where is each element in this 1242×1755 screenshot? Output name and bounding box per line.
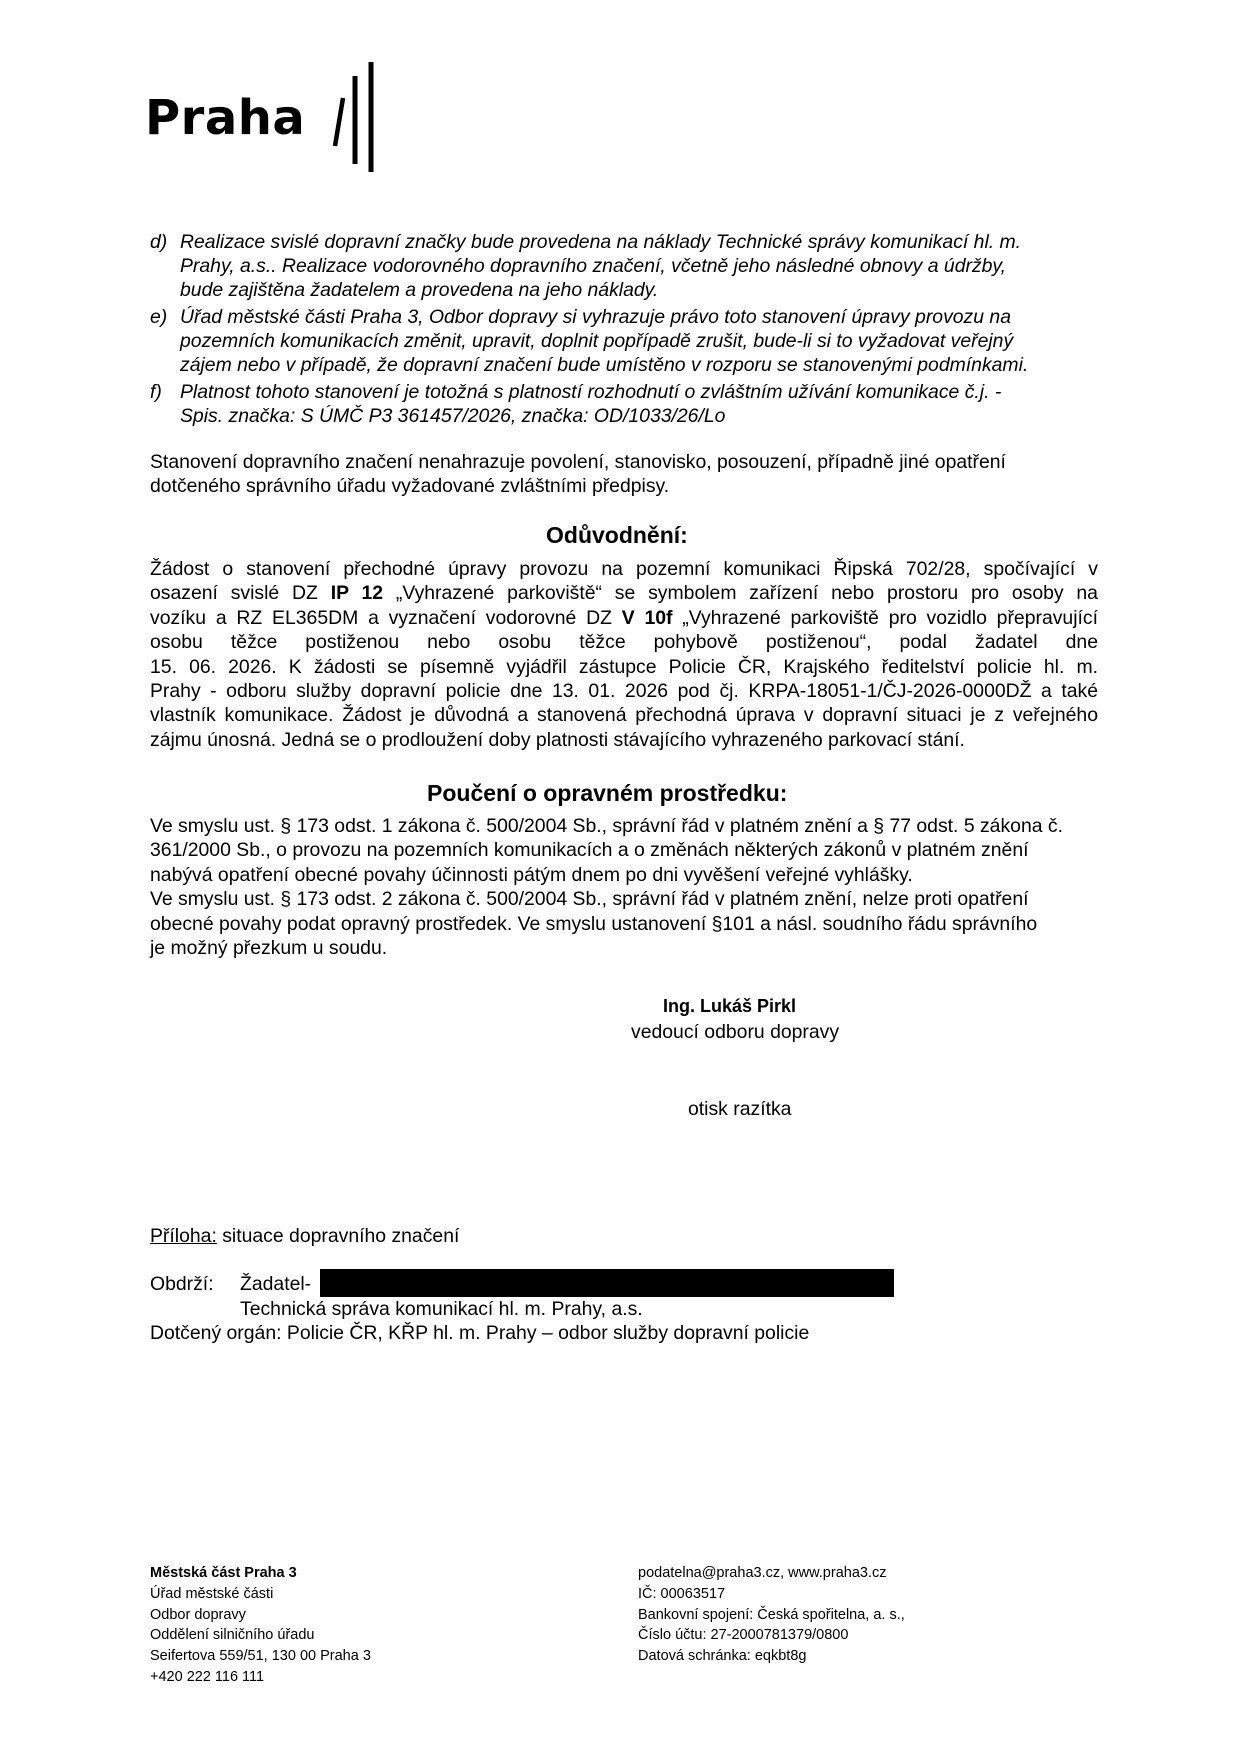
stamp-placeholder: otisk razítka: [688, 1098, 792, 1120]
condition-line: Platnost tohoto stanovení je totožná s platností rozhodnutí o zvláštním užívání komunikace č.j. -: [180, 381, 1002, 403]
text-span: „Vyhrazené parkoviště“ se symbolem zařízení nebo prostoru pro osoby na: [383, 582, 1098, 605]
logo-text: Praha: [145, 90, 306, 146]
condition-line: bude zajištěna žadatelem a provedena na jeho náklady.: [180, 279, 659, 301]
sign-code: IP 12: [330, 582, 384, 605]
appeal-line: nabývá opatření obecné povahy účinnosti pátým dnem po dni vyvěšení veřejné vyhlášky.: [150, 863, 913, 886]
reasoning-paragraph: [150, 557, 1098, 752]
condition-letter: f): [150, 381, 162, 403]
redaction-bar: [320, 1269, 894, 1297]
logo-bars-icon: [313, 62, 393, 172]
condition-line: Spis. značka: S ÚMČ P3 361457/2026, značka: OD/1033/26/Lo: [180, 405, 726, 427]
reasoning-line: 15. 06. 2026. K žádosti se písemně vyjádřil zástupce Policie ČR, Krajského ředitelství policie hl. m.: [150, 655, 1098, 678]
appeal-line: obecné povahy podat opravný prostředek. Ve smyslu ustanovení §101 a násl. soudního řádu správního: [150, 912, 1038, 935]
reasoning-heading: Odůvodnění:: [546, 522, 688, 548]
note-paragraph: [150, 450, 1006, 499]
condition-letter: e): [150, 306, 168, 328]
reasoning-line: [150, 606, 1098, 630]
reasoning-line: osobu těžce postiženou nebo osobu těžce pohybově postiženou“, podal žadatel dne: [150, 631, 1098, 654]
footer-line: Číslo účtu: 27-2000781379/0800: [638, 1627, 849, 1644]
concerned-authority: Dotčený orgán: Policie ČR, KŘP hl. m. Prahy – odbor služby dopravní policie: [150, 1322, 810, 1344]
appeal-heading: Poučení o opravném prostředku:: [427, 780, 788, 806]
signatory-name: Ing. Lukáš Pirkl: [663, 996, 797, 1016]
footer-line: Bankovní spojení: Česká spořitelna, a. s.,: [638, 1606, 905, 1623]
footer-contacts: [638, 1563, 905, 1667]
reasoning-line: Prahy - odboru služby dopravní policie dne 13. 01. 2026 pod čj. KRPA-18051-1/ČJ-2026-0000DŽ a také: [150, 680, 1098, 703]
text-span: „Vyhrazené parkoviště pro vozidlo přepravující: [672, 606, 1098, 629]
note-line: Stanovení dopravního značení nenahrazuje povolení, stanovisko, posouzení, případně jiné opatření: [150, 451, 1006, 473]
condition-letter: d): [150, 231, 168, 253]
attachment-line: [150, 1225, 459, 1248]
appeal-line: 361/2000 Sb., o provozu na pozemních komunikacích a o změnách některých zákonů v platném znění: [150, 839, 1029, 862]
recipient-tsk: Technická správa komunikací hl. m. Prahy, a.s.: [240, 1298, 643, 1320]
footer-line: IČ: 00063517: [638, 1585, 726, 1602]
appeal-paragraph: [150, 814, 1063, 960]
footer-phone: +420 222 116 111: [150, 1668, 265, 1685]
sign-code: V 10f: [621, 606, 673, 629]
footer-line: Oddělení silničního úřadu: [150, 1627, 315, 1644]
attachment-text: situace dopravního značení: [216, 1225, 460, 1247]
text-span: osazení svislé DZ: [150, 582, 331, 605]
appeal-line: Ve smyslu ust. § 173 odst. 2 zákona č. 500/2004 Sb., správní řád v platném znění, nelze proti opatření: [150, 888, 1029, 911]
reasoning-line: vlastník komunikace. Žádost je důvodná a stanovená přechodná úprava v dopravní situaci je z veřejného: [150, 704, 1098, 727]
recipients-label: Obdrží:: [150, 1273, 214, 1295]
condition-line: Prahy, a.s.. Realizace vodorovného dopravního značení, včetně jeho následné obnovy a údržby,: [180, 255, 1007, 277]
footer-line: Odbor dopravy: [150, 1606, 246, 1623]
reasoning-line: zájmu únosná. Jedná se o prodloužení doby platnosti stávajícího vyhrazeného parkovací stání.: [150, 728, 965, 751]
appeal-line: je možný přezkum u soudu.: [150, 937, 388, 960]
footer-address: [150, 1563, 371, 1688]
text-span: vozíku a RZ EL365DM a vyznačení vodorovné DZ: [150, 606, 622, 629]
note-line: dotčeného správního úřadu vyžadované zvláštními předpisy.: [150, 475, 670, 498]
reasoning-line: [150, 581, 1098, 605]
recipient-applicant: Žadatel-: [240, 1273, 312, 1295]
footer-line: Seifertova 559/51, 130 00 Praha 3: [150, 1648, 371, 1665]
signatory-role: vedoucí odboru dopravy: [631, 1021, 840, 1043]
condition-line: Úřad městské části Praha 3, Odbor dopravy si vyhrazuje právo toto stanovení úpravy provozu na: [180, 306, 1011, 328]
reasoning-line: Žádost o stanovení přechodné úpravy provozu na pozemní komunikaci Řipská 702/28, spočívající v: [150, 558, 1098, 580]
footer-line: Datová schránka: eqkbt8g: [638, 1648, 807, 1665]
condition-line: pozemních komunikacích změnit, upravit, doplnit popřípadě zrušit, bude-li si to vyžadovat veřejný: [180, 330, 1014, 352]
condition-line: Realizace svislé dopravní značky bude provedena na náklady Technické správy komunikací hl. m.: [180, 231, 1022, 253]
footer-line: Úřad městské části: [150, 1585, 274, 1602]
condition-line: zájem nebo v případě, že dopravní značení bude umístěno v rozporu se stanovenými podmínkami.: [180, 354, 1029, 376]
footer-email-web: podatelna@praha3.cz, www.praha3.cz: [638, 1565, 887, 1581]
attachment-label: Příloha:: [150, 1225, 217, 1247]
appeal-line: Ve smyslu ust. § 173 odst. 1 zákona č. 500/2004 Sb., správní řád v platném znění a § 77 odst. 5 zákona č.: [150, 815, 1063, 837]
footer-org-name: Městská část Praha 3: [150, 1565, 297, 1581]
